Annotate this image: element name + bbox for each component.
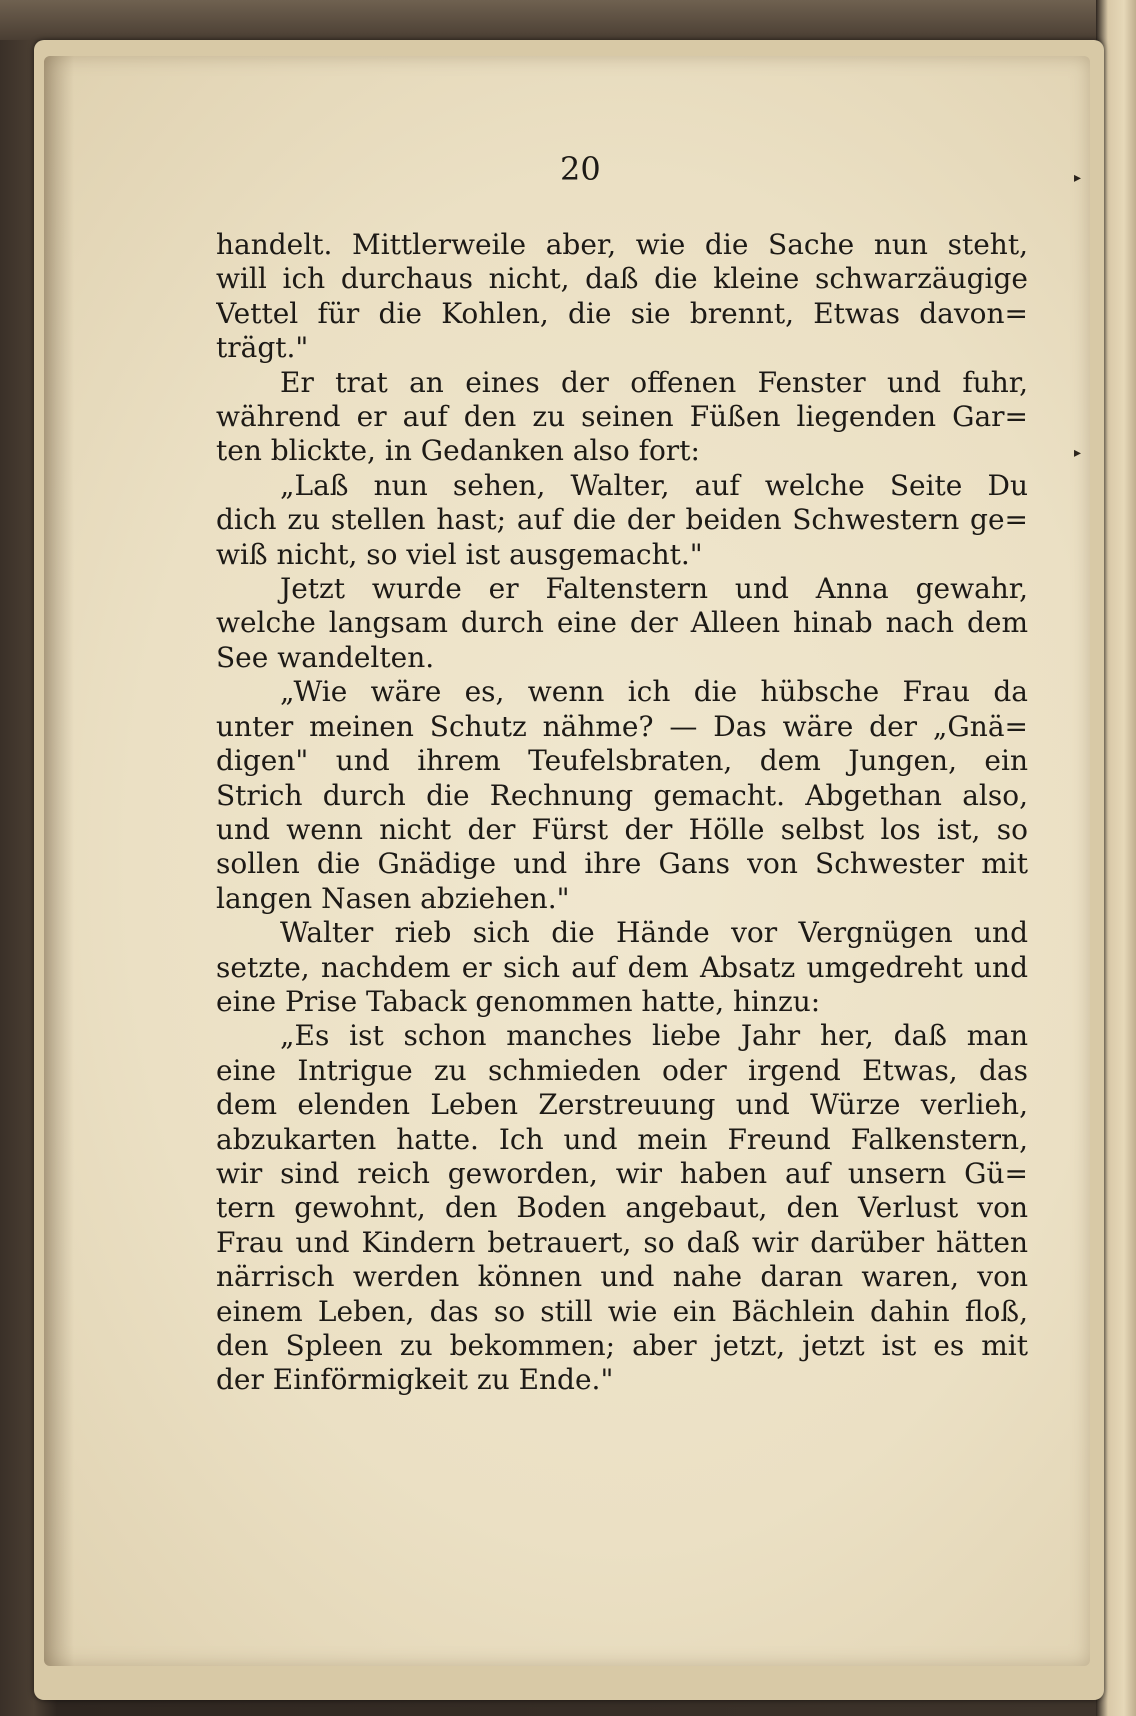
text-line: Strich durch die Rechnung gemacht. Abgethan also, — [216, 778, 1028, 812]
text-line: dich zu stellen hast; auf die der beiden Schwestern ge= — [216, 503, 1028, 537]
text-line: eine Intrigue zu schmieden oder irgend Etwas, das — [216, 1053, 1028, 1087]
text-line: welche langsam durch eine der Alleen hinab nach dem — [216, 606, 1028, 640]
text-line: Jetzt wurde er Faltenstern und Anna gewahr, — [280, 572, 1028, 606]
page-gutter-shadow — [44, 56, 74, 1666]
text-line: unter meinen Schutz nähme? — Das wäre der „Gnä= — [216, 709, 1028, 743]
text-line: wiß nicht, so viel ist ausgemacht." — [216, 537, 703, 571]
text-line: wir sind reich geworden, wir haben auf unsern Gü= — [216, 1156, 1028, 1190]
text-line: Vettel für die Kohlen, die sie brennt, Etwas davon= — [216, 296, 1028, 330]
text-line: handelt. Mittlerweile aber, wie die Sache nun steht, — [216, 228, 1028, 261]
text-line: setzte, nachdem er sich auf dem Absatz umgedreht und — [216, 950, 1028, 984]
text-line: Frau und Kindern betrauert, so daß wir darüber hätten — [216, 1225, 1028, 1259]
text-line: den Spleen zu bekommen; aber jetzt, jetzt ist es mit — [216, 1329, 1028, 1362]
margin-arrow-icon: ▸ — [1074, 170, 1082, 186]
text-line: will ich durchaus nicht, daß die kleine schwarzäugige — [216, 262, 1028, 296]
text-line: närrisch werden können und nahe daran waren, von — [216, 1260, 1028, 1294]
page-body-text — [216, 228, 1028, 1398]
text-line: und wenn nicht der Fürst der Hölle selbst los ist, so — [216, 812, 1028, 846]
text-line: „Laß nun sehen, Walter, auf welche Seite Du — [280, 468, 1028, 502]
text-line: ten blickte, in Gedanken also fort: — [216, 434, 700, 468]
text-line: abzukarten hatte. Ich und mein Freund Falkenstern, — [216, 1122, 1028, 1156]
text-line: „Wie wäre es, wenn ich die hübsche Frau da — [280, 675, 1028, 709]
text-line: eine Prise Taback genommen hatte, hinzu: — [216, 984, 821, 1018]
margin-arrow-icon: ▸ — [1074, 445, 1082, 461]
text-line: digen" und ihrem Teufelsbraten, dem Jungen, ein — [216, 744, 1028, 778]
text-line: Walter rieb sich die Hände vor Vergnügen und — [280, 916, 1028, 950]
text-line: einem Leben, das so still wie ein Bächlein dahin floß, — [216, 1294, 1028, 1328]
text-line: See wandelten. — [216, 640, 435, 674]
text-line: langen Nasen abziehen." — [216, 881, 570, 915]
text-line: dem elenden Leben Zerstreuung und Würze verlieh, — [216, 1088, 1028, 1122]
page-number: 20 — [560, 150, 601, 188]
text-line: während er auf den zu seinen Füßen liegenden Gar= — [216, 400, 1028, 434]
text-line: sollen die Gnädige und ihre Gans von Schwester mit — [216, 847, 1028, 881]
text-line: Er trat an eines der offenen Fenster und fuhr, — [280, 365, 1028, 399]
text-line: tern gewohnt, den Boden angebaut, den Verlust von — [216, 1191, 1028, 1225]
book-cover-top — [0, 0, 1136, 40]
text-line: trägt." — [216, 331, 309, 365]
text-line: der Einförmigkeit zu Ende." — [216, 1363, 614, 1397]
text-line: „Es ist schon manches liebe Jahr her, daß man — [280, 1019, 1028, 1053]
